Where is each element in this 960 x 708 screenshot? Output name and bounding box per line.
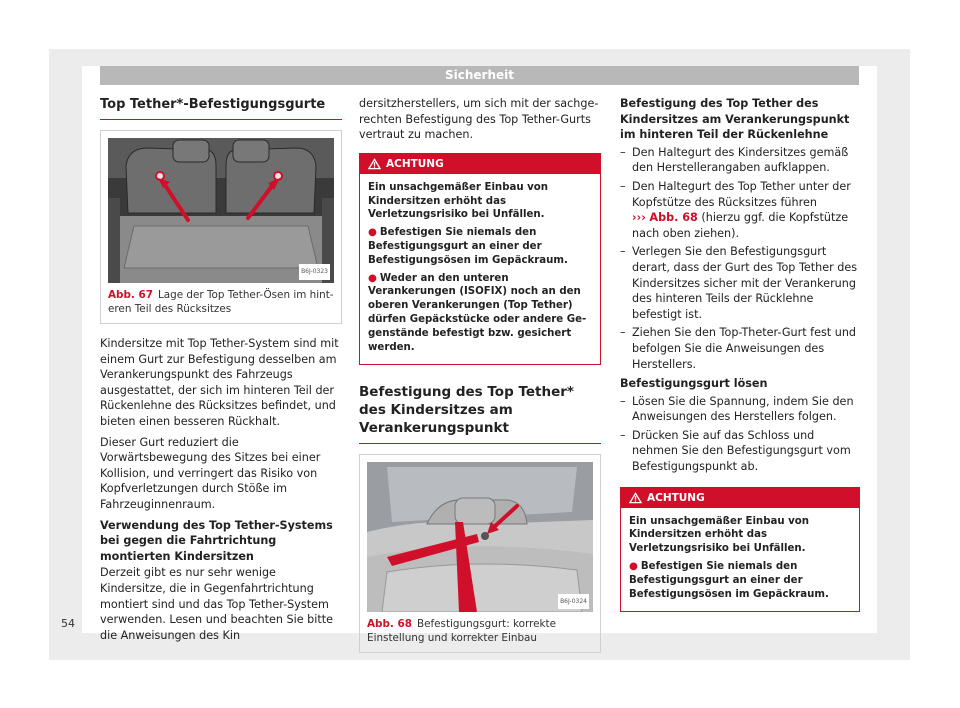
dash-marker: –: [620, 394, 626, 408]
figure-67: [100, 130, 342, 324]
warning-body: [621, 508, 859, 612]
list-item: [620, 244, 860, 322]
section-title-top-tether: Top Tether*-Befestigungsgurte: [100, 96, 342, 120]
figure-label: Abb. 67: [108, 289, 153, 301]
warning-title: ACHTUNG: [386, 157, 444, 170]
figure-link[interactable]: Abb. 68: [649, 211, 698, 225]
bullet-icon: ●: [368, 272, 377, 284]
bullet-icon: ●: [368, 227, 377, 239]
list-item-text: (hierzu ggf. die Kopfstütze nach oben ziehen).: [632, 211, 849, 240]
column-1: [100, 96, 342, 648]
warning-triangle-icon: [368, 158, 381, 170]
list-item-text: Verlegen Sie den Befestigungsgurt derart, dass der Gurt des Top Tether des Kindersitzes sicher mit der Verankerung des hinteren Teils der Rücklehne befestigt ist.: [632, 245, 858, 321]
warning-item: [629, 560, 851, 601]
warning-item-text: Weder an den unteren Verankerungen (ISOFIX) noch an den oberen Verankerungen (Top Tether) dürfen Gepäckstücke oder andere Gegenstände befestigt bzw. gesichert werden.: [368, 272, 587, 353]
warning-body: [360, 174, 600, 365]
cross-ref-arrow: ›››: [632, 211, 646, 225]
steps-list: [620, 394, 860, 475]
warning-box: [620, 487, 860, 613]
column-3: [620, 96, 860, 624]
list-item: [620, 179, 860, 241]
bullet-icon: ●: [629, 561, 638, 573]
subheading: Befestigung des Top Tether des Kindersitzes am Verankerungspunkt im hinteren Teil der Rückenlehne: [620, 97, 850, 142]
dash-marker: –: [620, 326, 626, 340]
subheading: Befestigungsgurt lösen: [620, 377, 768, 391]
subheading: Verwendung des Top Tether-Systems bei gegen die Fahrtrichtung montierten Kindersitzen: [100, 518, 333, 563]
paragraph: dersitzherstellers, um sich mit der sachgerechten Befestigung des Top Tether-Gurts vertraut zu machen.: [359, 97, 599, 142]
section-header: Sicherheit: [100, 66, 859, 85]
warning-header: [360, 154, 600, 174]
list-item: [620, 325, 860, 372]
warning-item-text: Befestigen Sie niemals den Befestigungsgurt an einer der Befestigungsösen im Gepäckraum.: [629, 561, 829, 600]
warning-triangle-icon: [629, 492, 642, 504]
warning-item-text: Befestigen Sie niemals den Befestigungsgurt an einer der Befestigungsösen im Gepäckraum.: [368, 227, 568, 266]
warning-box: [359, 153, 601, 366]
warning-item: [368, 226, 592, 267]
dash-marker: –: [620, 245, 626, 259]
list-item-text: Ziehen Sie den Top-Theter-Gurt fest und befolgen Sie die Anweisungen des Herstellers.: [632, 326, 857, 371]
list-item-text: Lösen Sie die Spannung, indem Sie den Anweisungen des Herstellers folgen.: [632, 394, 854, 424]
paragraph: Dieser Gurt reduziert die Vorwärtsbewegung des Sitzes bei einer Kollision, und verringert das Risiko von Kopfverletzungen durch Stöße im Fahrzeuginnenraum.: [100, 435, 321, 511]
warning-title: ACHTUNG: [647, 491, 705, 504]
list-item: [620, 145, 860, 176]
page-number: 54: [61, 617, 75, 630]
trunk-photo: [108, 138, 334, 283]
figure-68: [359, 454, 601, 653]
figure-caption: [367, 618, 593, 645]
dash-marker: –: [620, 145, 626, 159]
warning-intro: Ein unsachgemäßer Einbau von Kindersitzen erhöht das Verletzungsrisiko bei Unfällen.: [368, 181, 549, 221]
figure-label: Abb. 68: [367, 618, 412, 631]
paragraph: Derzeit gibt es nur sehr wenige Kindersitze, die in Gegenfahrtrichtung montiert sind und das Top Tether-System verwenden. Lesen und beachten Sie bitte die Anweisungen des Kin: [100, 566, 334, 642]
list-item-text: Den Haltegurt des Top Tether unter der Kopfstütze des Rücksitzes führen: [632, 179, 851, 209]
seat-photo: [367, 462, 593, 612]
paragraph: Kindersitze mit Top Tether-System sind mit einem Gurt zur Befestigung desselben am Verankerungspunkt des Fahrzeugs ausgestattet, der sich im hinteren Teil der Rückenlehne des Rücksitzes befindet, und bieten einen besseren Rückhalt.: [100, 337, 339, 428]
list-item: [620, 394, 860, 425]
warning-intro: Ein unsachgemäßer Einbau von Kindersitzen erhöht das Verletzungsrisiko bei Unfällen.: [629, 515, 810, 555]
steps-list: [620, 145, 860, 372]
column-2: [359, 96, 601, 665]
section-title-befestigung: Befestigung des Top Tether* des Kindersitzes am Verankerungspunkt: [359, 383, 601, 444]
image-code: B6J-0323: [299, 264, 330, 280]
dash-marker: –: [620, 179, 626, 193]
image-code: B6J-0324: [558, 594, 589, 610]
figure-caption-text: Befestigungsgurt: korrekte Einstellung und korrekter Einbau: [367, 618, 557, 644]
list-item: [620, 428, 860, 475]
figure-caption-text: Lage der Top Tether-Ösen im hinteren Teil des Rücksitzes: [108, 289, 334, 315]
list-item-text: Drücken Sie auf das Schloss und nehmen Sie den Befestigungsgurt vom Befestigungspunkt ab.: [632, 428, 851, 474]
dash-marker: –: [620, 428, 626, 442]
list-item-text: Den Haltegurt des Kindersitzes gemäß den Herstellerangaben aufklappen.: [632, 145, 849, 175]
figure-caption: [108, 289, 334, 316]
warning-item: [368, 272, 592, 355]
warning-header: [621, 488, 859, 508]
